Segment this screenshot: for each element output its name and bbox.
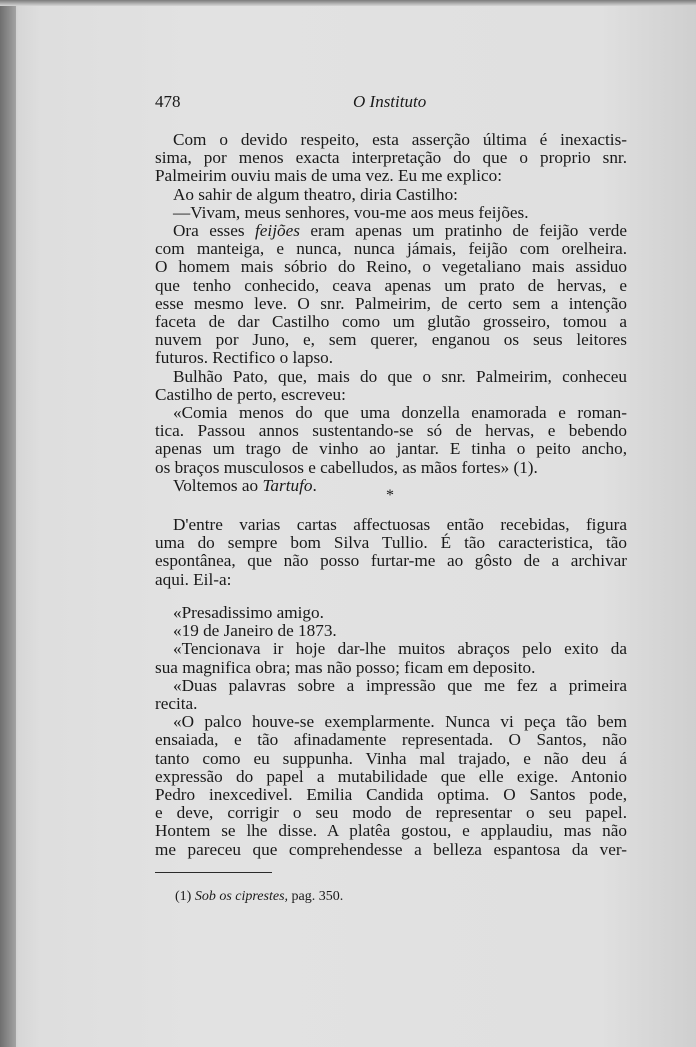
text-line: recita.	[155, 694, 198, 714]
text-line: apenas um trago de vinho ao jantar. E tinha o peito ancho,	[155, 439, 627, 459]
text-run: .	[312, 475, 317, 495]
page-number: 478	[155, 92, 181, 111]
footnote-mark: (1)	[175, 889, 192, 904]
running-title: O Instituto	[353, 92, 427, 111]
footnote	[175, 889, 343, 905]
text-line: ensaiada, e tão afinadamente representada. O Santos, não	[155, 730, 627, 750]
footnote-cited-title: Sob os ciprestes,	[194, 889, 289, 904]
text-line: que tenho conhecido, ceava apenas um prato de hervas, e	[155, 275, 627, 295]
text-line: Pedro inexcedivel. Emilia Candida optima. O Santos pode,	[155, 785, 627, 805]
text-line: Ao sahir de algum theatro, diria Castilho:	[173, 184, 458, 204]
text-line: «19 de Janeiro de 1873.	[173, 621, 337, 641]
text-line: «O palco houve-se exemplarmente. Nunca vi peça tão bem	[173, 712, 627, 732]
text-line: «Comia menos do que uma donzella enamorada e roman-	[173, 403, 627, 423]
emphasis-text: feijões	[255, 221, 300, 241]
text-line: espontânea, que não posso furtar-me ao gôsto de a archivar	[155, 551, 627, 571]
running-header	[155, 92, 627, 116]
footnote-page-ref: pag. 350.	[291, 889, 344, 904]
footnote-rule	[155, 872, 272, 873]
text-line	[155, 222, 627, 240]
text-line: expressão do papel a mutabilidade que elle exige. Antonio	[155, 766, 627, 786]
text-line: sua magnifica obra; mas não posso; ficam em deposito.	[155, 657, 536, 677]
text-line: com manteiga, e nunca, nunca jámais, feijão com orelheira.	[155, 239, 627, 259]
section-separator: *	[386, 487, 394, 504]
text-line: faceta de dar Castilho como um glutão grosseiro, tomou a	[155, 312, 627, 332]
text-line: Hontem se lhe disse. A platêa gostou, e applaudiu, mas não	[155, 821, 627, 841]
text-line: os braços musculosos e cabelludos, as mãos fortes» (1).	[155, 457, 538, 477]
text-line: futuros. Rectifico o lapso.	[155, 348, 334, 368]
text-line: O homem mais sóbrio do Reino, o vegetaliano mais assiduo	[155, 257, 627, 277]
text-run: Ora esses	[173, 221, 256, 241]
text-line: Palmeirim ouviu mais de uma vez. Eu me explico:	[155, 166, 503, 186]
body-text-block-2	[155, 516, 627, 589]
text-line: D'entre varias cartas affectuosas então recebidas, figura	[173, 515, 627, 534]
text-run: Voltemos ao	[173, 475, 263, 495]
text-line: —Vivam, meus senhores, vou-me aos meus feijões.	[173, 202, 529, 222]
page-top-edge	[0, 0, 696, 6]
text-line: «Duas palavras sobre a impressão que me fez a primeira	[173, 675, 627, 695]
text-line: Bulhão Pato, que, mais do que o snr. Palmeirim, conheceu	[173, 366, 627, 386]
text-line: nuvem por Juno, e, sem querer, enganou os seus leitores	[155, 330, 627, 350]
text-line: «Presadissimo amigo.	[173, 603, 324, 622]
text-line: aqui. Eil-a:	[155, 569, 232, 589]
book-gutter-shadow	[0, 0, 16, 1047]
text-line: tica. Passou annos sustentando-se só de hervas, e bebendo	[155, 421, 627, 441]
text-run: eram apenas um pratinho de feijão verde	[299, 221, 627, 241]
text-line: uma do sempre bom Silva Tullio. É tão caracteristica, tão	[155, 533, 627, 553]
text-line: esse mesmo leve. O snr. Palmeirim, de certo sem a intenção	[155, 293, 627, 313]
text-line: Castilho de perto, escreveu:	[155, 384, 346, 404]
text-line: sima, por menos exacta interpretação do que o proprio snr.	[155, 148, 627, 168]
letter-text-block	[155, 604, 627, 859]
emphasis-text: Tartufo	[262, 475, 313, 495]
text-line: me pareceu que comprehendesse a belleza espantosa da ver-	[155, 839, 627, 859]
text-line: Com o devido respeito, esta asserção última é inexactis-	[173, 130, 627, 149]
body-text-block-1	[155, 131, 627, 495]
text-line: e deve, corrigir o seu modo de representar o seu papel.	[155, 803, 627, 823]
text-line: tanto como eu suppunha. Vinha mal trajado, e não deu á	[155, 748, 627, 768]
text-line: «Tencionava ir hoje dar-lhe muitos abraços pelo exito da	[173, 639, 627, 659]
